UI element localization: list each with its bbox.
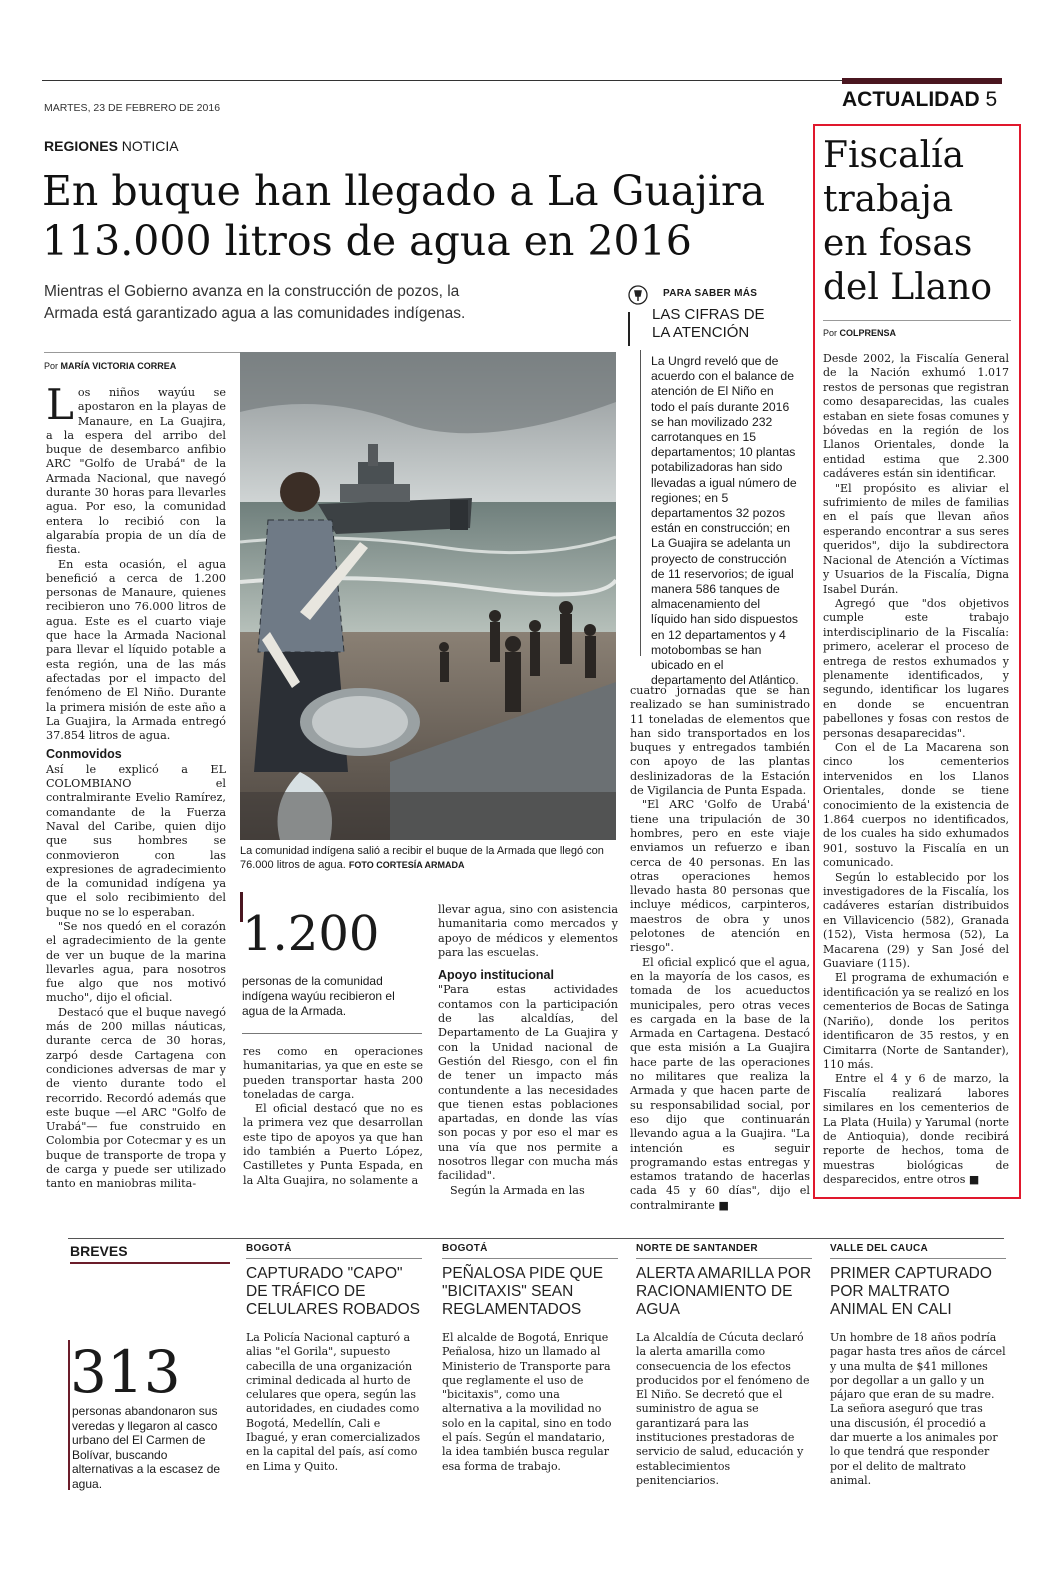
breve-item — [636, 1243, 812, 1488]
photo-caption — [240, 844, 616, 872]
headline-line-2: 113.000 litros de agua en 2016 — [42, 217, 692, 265]
breves-stat-text: personas abandonaron sus veredas y llegaron al casco urbano del El Carmen de Bolívar, buscando alternativas a la escasez de agua. — [72, 1404, 221, 1491]
kicker-type: NOTICIA — [121, 138, 179, 154]
section-label — [842, 88, 997, 112]
right-article-body — [823, 352, 1009, 1188]
paragraph: Entre el 4 y 6 de marzo, la Fiscalía realizará labores similares en los cementerios de La Plata (Huila) y Yarumal (norte de Antioquia), donde recibirá reporte de hechos, toma de muestras biológicas de desparecidos, entre otros ■ — [823, 1072, 1009, 1187]
right-byline — [823, 328, 896, 338]
byline-author: MARÍA VICTORIA CORREA — [60, 361, 177, 371]
caption-text: La comunidad indígena salió a recibir el buque de la Armada que llegó con 76.000 litros de agua. — [240, 845, 604, 871]
deck-line-2: Armada está garantizado agua a las comunidades indígenas. — [44, 305, 466, 322]
breve-title: CAPTURADO "CAPO" DE TRÁFICO DE CELULARES ROBADOS — [246, 1265, 420, 1318]
breve-body: El alcalde de Bogotá, Enrique Peñalosa, hizo un llamado al Ministerio de Transporte para que reglamente el uso de "bicitaxis", como una alternativa a la movilidad no solo en la capital, sino en todo el país. Según el mandatario, la idea también busca regular esa forma de trabajo. — [442, 1331, 612, 1473]
issue-date: MARTES, 23 DE FEBRERO DE 2016 — [44, 102, 221, 114]
byline-prefix: Por — [44, 361, 59, 371]
breve-rule — [830, 1258, 1006, 1259]
sidebar-title-line-1: LAS CIFRAS DE — [652, 306, 765, 323]
right-byline-author: COLPRENSA — [839, 328, 897, 338]
paragraph: Agregó que "dos objetivos cumple este trabajo interdisciplinario de la Fiscalía: primero, acelerar el proceso de entrega de restos exhumados y plenamente identificados, y segundo, identificar los lugares en donde se encuentran pabellones y fosas con restos de personas desaparecidas". — [823, 596, 1009, 740]
article-deck — [44, 281, 465, 325]
section-bar — [842, 78, 1002, 84]
breves-top-rule — [68, 1238, 1004, 1239]
breve-title: PEÑALOSA PIDE QUE "BICITAXIS" SEAN REGLAMENTADOS — [442, 1265, 604, 1318]
sidebar-label: PARA SABER MÁS — [663, 288, 758, 299]
sidebar-title — [652, 306, 765, 342]
subhead-apoyo: Apoyo institucional — [438, 968, 554, 983]
paragraph: El oficial destacó que no es la primera vez que desarrollan este tipo de apoyos ya que han ido también a Puerto López, Castilletes y Punta Espada, en la Alta Guajira, no solamente a — [243, 1102, 423, 1187]
article-kicker — [44, 138, 179, 154]
sidebar-title-line-2: LA ATENCIÓN — [652, 324, 750, 341]
sidebar-body: La Ungrd reveló que de acuerdo con el balance de atención de El Niño en todo el país durante 2016 se han movilizado 232 carrotanques en 15 departamentos; 10 plantas potabilizadoras han sido llevadas a igual número de regiones; en 5 departamentos 32 pozos están en construcción; en La Guajira se adelanta un proyecto de construcción de 11 reservorios; de igual manera 586 tanques de almacenamiento del líquido han sido dispuestos en 12 departamentos y 4 motobombas se han ubicado en el departamento del Atlántico. — [651, 354, 799, 688]
breve-place: NORTE DE SANTANDER — [636, 1243, 758, 1254]
main-headline — [42, 166, 765, 266]
breve-rule — [442, 1258, 618, 1259]
breve-place: VALLE DEL CAUCA — [830, 1243, 929, 1254]
paragraph: "Para estas actividades contamos con la participación de las alcaldías, del Departamento de La Guajira y con la Unidad nacional de Gestión del Riesgo, con el fin de tener un impacto más contundente a las necesidades que tienen estas poblaciones apartadas, en donde las vías son pocas y por eso el mar es una vía que nos permite a nosotros llegar con mucha más facilidad". — [438, 983, 618, 1183]
stat-number: 1.200 — [242, 906, 380, 962]
main-column-1 — [46, 380, 226, 1192]
right-headline-line-4: del Llano — [823, 267, 993, 308]
paragraph: Con el de La Macarena son cinco los cementerios intervenidos en los Llanos Orientales, donde se tiene conocimiento de la existencia de 1.864 cuerpos no identificados, de los cuales ha sido exhumados 901, sostuvo la Fiscalía en un comunicado. — [823, 740, 1009, 870]
breve-item — [442, 1243, 618, 1474]
breve-title: ALERTA AMARILLA POR RACIONAMIENTO DE AGUA — [636, 1265, 812, 1318]
right-headline-line-3: en fosas — [823, 223, 973, 264]
drop-cap: L — [46, 380, 74, 429]
breves-label-rule — [70, 1262, 230, 1264]
main-column-4 — [630, 684, 810, 1213]
kicker-section: REGIONES — [44, 138, 118, 154]
pin-icon — [628, 285, 648, 305]
paragraph: llevar agua, sino con asistencia humanitaria como mercados y apoyo de médicos y elementos para las escuelas. — [438, 903, 618, 959]
right-headline-line-1: Fiscalía — [823, 135, 965, 176]
beach-ship-photo — [240, 352, 616, 840]
paragraph: res como en operaciones humanitarias, ya que en este se pueden transportar hasta 200 toneladas de carga. — [243, 1045, 423, 1101]
breve-item — [246, 1243, 422, 1474]
breve-title: PRIMER CAPTURADO POR MALTRATO ANIMAL EN CALI — [830, 1265, 992, 1318]
page-number: 5 — [985, 88, 998, 111]
paragraph-text: os niños wayúu se apostaron en la playas de Manaure, en La Guajira, a la espera del arribo del buque de desembarco anfibio ARC "Golfo de Urabá" de la Armada Nacional, que navegó durante 30 horas para llevarles agua. Por eso, la comunidad entera lo recibió con la algarabía propia de un día de fiesta. — [46, 386, 226, 557]
section-name: ACTUALIDAD — [842, 88, 980, 111]
paragraph: Así le explicó a EL COLOMBIANO el contralmirante Evelio Ramírez, comandante de la Fuerza Naval del Caribe, quien dijo que sus hombres se conmovieron con las expresiones de agradecimiento de la comunidad indígena ya que el solo recibimiento del buque no se lo esperaban. — [46, 762, 226, 919]
paragraph: "Se nos quedó en el corazón el agradecimiento de la gente de ver un buque de la marina llevarles agua, para nosotros fue algo que nos motivó mucho", dijo el oficial. — [46, 919, 226, 1005]
paragraph: Desde 2002, la Fiscalía General de la Nación exhumó 1.017 restos de personas que registran como desaparecidas, las cuales estaban en siete fosas comunes y bóvedas en la región de los Llanos Orientales, donde la entidad estima que 2.300 cadáveres están sin identificar. — [823, 352, 1009, 481]
breve-item — [830, 1243, 1006, 1488]
sidebar-rule — [628, 312, 630, 346]
paragraph: El programa de exhumación e identificación ya se realizó en los cementerios de Bocas de Satinga (Nariño), donde los peritos identificaron de 35 restos, y en Cimitarra (Norte de Santander), 110 más. — [823, 971, 1009, 1071]
breve-place: BOGOTÁ — [246, 1243, 292, 1254]
paragraph: El oficial explicó que el agua, en la mayoría de los casos, es tomada de los acueductos municipales, pero otras veces es cargada en la base de la Armada en Cartagena. Destacó que esta misión a La Guajira hace parte de las operaciones no militares que realiza la Armada y que hacen parte de su responsabilidad social, por eso dijo que continuarán llevando agua a la Guajira. "La intención es seguir programando estas entregas y estamos tratando de hacerlas cada 45 y 60 días", dijo el contralmirante ■ — [630, 955, 810, 1212]
main-byline — [44, 361, 176, 371]
photo-credit: FOTO CORTESÍA ARMADA — [348, 860, 465, 870]
breve-body: Un hombre de 18 años podría pagar hasta tres años de cárcel y una multa de $41 millones por degollar a un gallo y un pájaro que eran de su madre. La señora aseguró que tras una discusión, él procedió a dar muerte a los animales por lo que tendrá que responder por el delito de maltrato animal. — [830, 1331, 1006, 1487]
breve-rule — [246, 1258, 422, 1259]
paragraph: Según la Armada en las — [450, 1183, 585, 1197]
breves-stat-number: 313 — [70, 1338, 181, 1406]
breve-body: La Alcaldía de Cúcuta declaró la alerta amarilla como consecuencia de los efectos producidos por el fenómeno de El Niño. Se decretó que el suministro de agua se garantizará para las instituciones prestadoras de servicio de salud, educación y establecimientos penitenciarios. — [636, 1331, 810, 1487]
breve-rule — [636, 1258, 812, 1259]
sidebar-left-rule — [640, 350, 641, 656]
deck-line-1: Mientras el Gobierno avanza en la construcción de pozos, la — [44, 283, 460, 300]
breve-body: La Policía Nacional capturó a alias "el Gorila", supuesto cabecilla de una organización criminal dedicada al hurto de celulares que opera, según las autoridades, en ciudades como Bogotá, Medellín, Cali e Ibagué, y eran comercializados en la capital del país, así como en Lima y Quito. — [246, 1331, 421, 1473]
right-headline — [823, 134, 992, 310]
breves-label: BREVES — [70, 1243, 128, 1259]
paragraph: "El ARC 'Golfo de Urabá' tiene una tripulación de 30 hombres, pero en este viaje enviamos un refuerzo e iban cerca de 40 personas. En las otras operaciones hemos llevado hasta 80 personas que incluye médicos, carpinteros, maestros de obra y unos pelotones de atención en riesgo". — [630, 798, 810, 955]
paragraph: Según lo establecido por los investigadores de la Fiscalía, los cadáveres estarían distribuidos en Villavicencio (582), Granada (152), Vista hermosa (52), La Macarena (29) y San José del Guaviare (115). — [823, 870, 1009, 971]
paragraph: En esta ocasión, el agua benefició a cerca de 1.200 personas de Manaure, quienes recibieron uno 76.000 litros de agua. Este es el cuarto viaje que hace la Armada Nacional para llevar el líquido potable a esta región, una de las más afectadas por el impacto del fenómeno de El Niño. Durante la primera misión de este año a La Guajira, la Armada entregó 37.854 litros de agua. — [46, 557, 226, 743]
right-headline-line-2: trabaja — [823, 179, 954, 220]
subhead-conmovidos: Conmovidos — [46, 747, 122, 762]
breve-place: BOGOTÁ — [442, 1243, 488, 1254]
headline-line-1: En buque han llegado a La Guajira — [42, 167, 766, 215]
number-bottom-rule — [242, 1033, 422, 1034]
paragraph — [46, 380, 226, 558]
main-column-2 — [243, 1045, 423, 1188]
paragraph: cuatro jornadas que se han realizado se han suministrado 11 toneladas de elementos que han sido transportados en los buques y entregados también con apoyo de las plantas deslinizadoras de la Estación de Vigilancia de Punta Espada. — [630, 684, 810, 798]
main-column-3 — [438, 903, 618, 1198]
right-byline-prefix: Por — [823, 328, 838, 338]
paragraph: "El propósito es aliviar el sufrimiento de miles de familias en el país que llevan años esperando encontrar a sus seres queridos", dijo la subdirectora Nacional de Atención a Víctimas y Usuarios de la Fiscalía, Digna Isabel Durán. — [823, 481, 1009, 596]
stat-description: personas de la comunidad indígena wayúu recibieron el agua de la Armada. — [242, 974, 395, 1018]
article-photo — [240, 352, 616, 840]
paragraph: Destacó que el buque navegó más de 200 millas náuticas, durante cerca de 30 horas, zarpó desde Cartagena con condiciones adversas de mar y de viento durante todo el recorrido. Recordó además que este buque —el ARC "Golfo de Urabá"— fue construido en Colombia por Cotecmar y es un buque de transporte de tropa y de carga y puede ser utilizado tanto en maniobras milita- — [46, 1005, 226, 1191]
right-byline-rule — [823, 320, 1011, 321]
